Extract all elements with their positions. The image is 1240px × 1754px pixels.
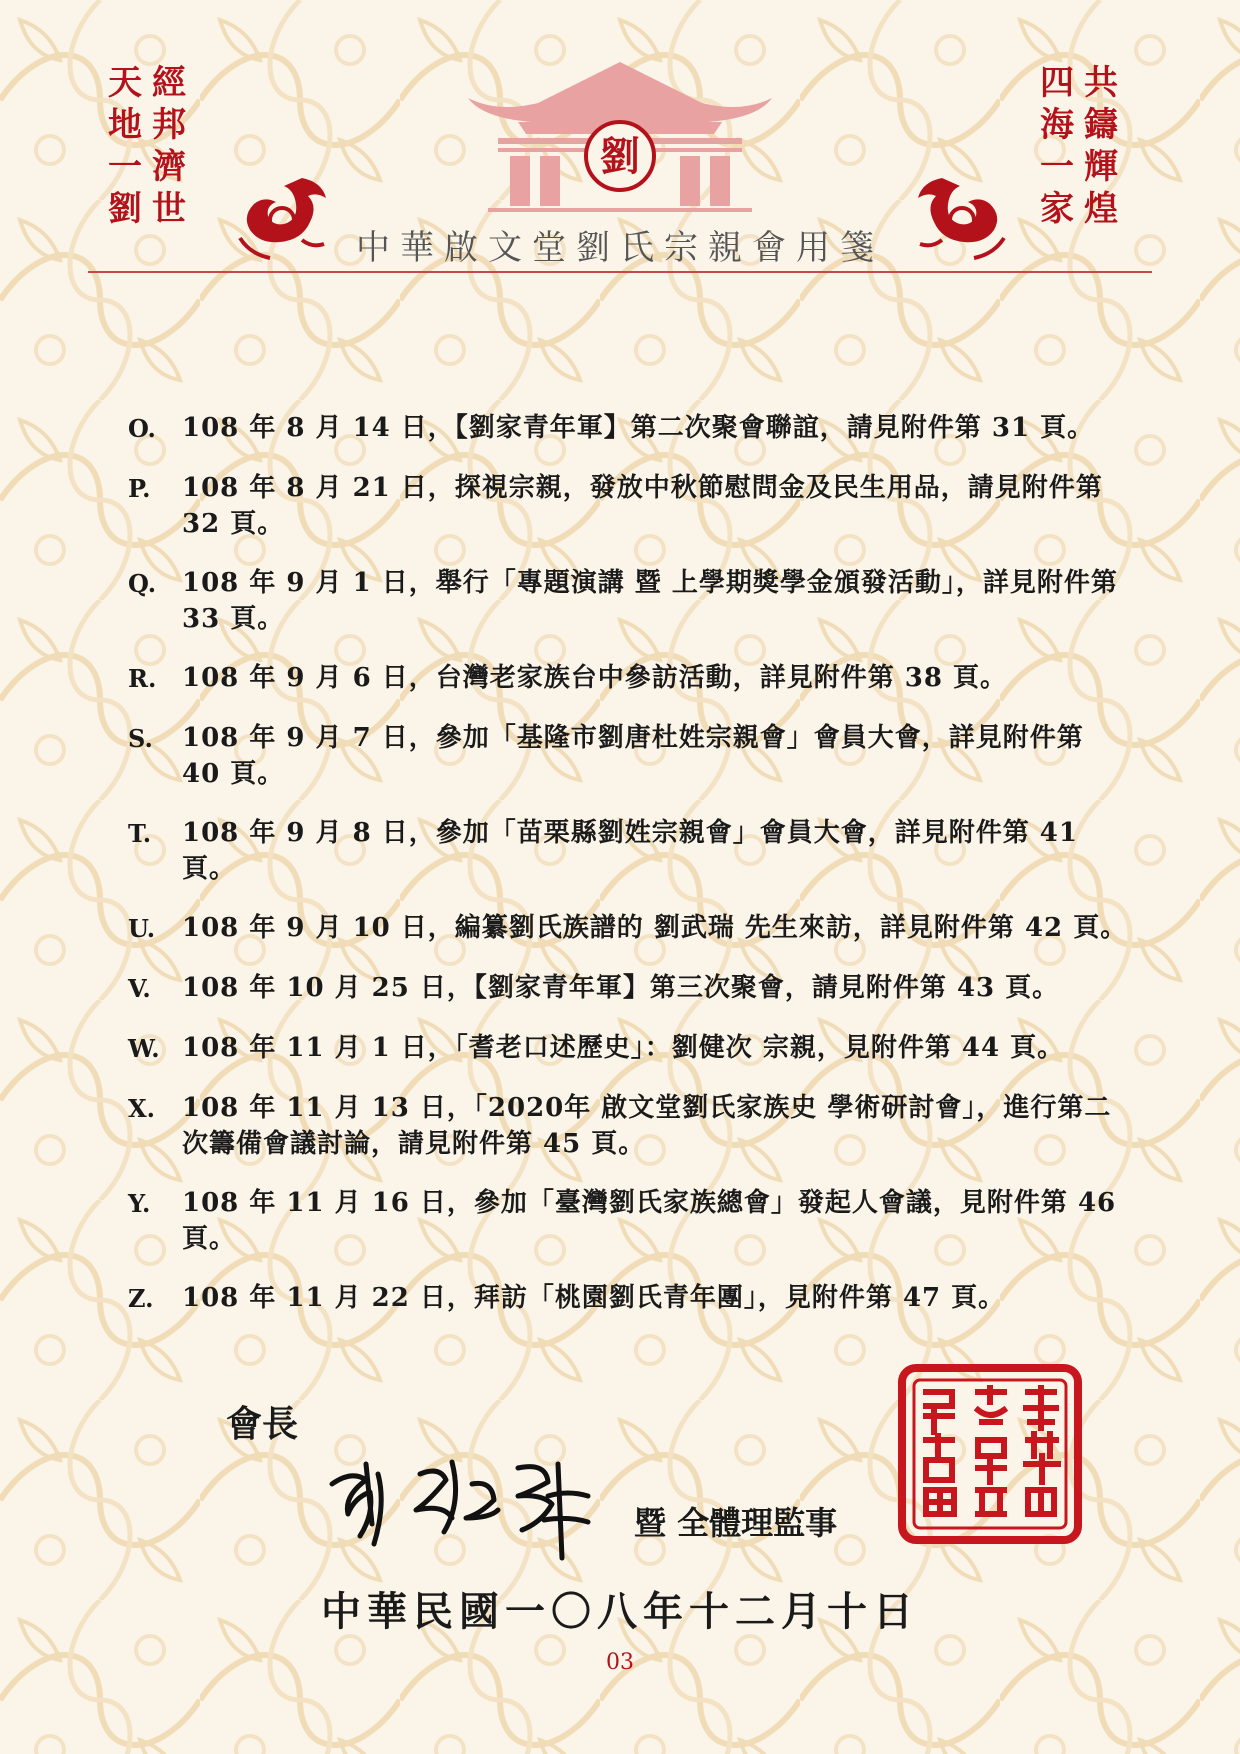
couplet-char: 海 [1040, 105, 1074, 145]
couplet-char: 邦 [152, 105, 186, 145]
item-text: 108 年 9 月 10 日，編纂劉氏族譜的 劉武瑞 先生來訪，詳見附件第 42 頁。 [182, 913, 1128, 943]
item-marker: U. [128, 914, 156, 943]
event-list [128, 410, 1128, 1340]
item-marker: X. [128, 1094, 155, 1123]
item-text: 108 年 11 月 13 日，「2020年 啟文堂劉氏家族史 學術研討會」，進行第二次籌備會議討論，請見附件第 45 頁。 [182, 1093, 1112, 1159]
couplet-char: 家 [1040, 189, 1074, 229]
header-divider [88, 271, 1152, 273]
dragon-left-icon [232, 168, 336, 264]
couplet-char: 劉 [108, 189, 142, 229]
official-seal [898, 1364, 1082, 1544]
list-item [128, 720, 1128, 792]
list-item [128, 910, 1128, 947]
item-text: 108 年 11 月 16 日，參加「臺灣劉氏家族總會」發起人會議，見附件第 46 頁。 [182, 1188, 1117, 1254]
couplet-char: 濟 [152, 147, 186, 187]
item-marker: Z. [128, 1284, 154, 1313]
item-marker: Q. [128, 569, 157, 598]
item-marker: R. [128, 664, 157, 693]
chairman-label: 會長 [226, 1403, 299, 1445]
couplet-left-col-outer [152, 62, 186, 230]
signoff-suffix: 暨 全體理監事 [634, 1504, 838, 1542]
page-number: 03 [606, 1650, 634, 1675]
couplet-left-col-inner [108, 62, 142, 230]
list-item [128, 1280, 1128, 1317]
item-text: 108 年 8 月 14 日，【劉家青年軍】第二次聚會聯誼，請見附件第 31 頁。 [182, 413, 1095, 443]
couplet-char: 鑄 [1084, 105, 1118, 145]
letterhead-title: 中華啟文堂劉氏宗親會用箋 [356, 228, 884, 268]
couplet-char: 世 [152, 189, 186, 229]
item-marker: P. [128, 474, 151, 503]
item-text: 108 年 8 月 21 日，探視宗親，發放中秋節慰問金及民生用品，請見附件第 32 頁。 [182, 473, 1103, 539]
item-text: 108 年 10 月 25 日，【劉家青年軍】第三次聚會，請見附件第 43 頁。 [182, 973, 1060, 1003]
list-item [128, 565, 1128, 637]
couplet-char: 天 [108, 63, 142, 103]
list-item [128, 410, 1128, 447]
item-text: 108 年 9 月 8 日，參加「苗栗縣劉姓宗親會」會員大會，詳見附件第 41 頁。 [182, 818, 1078, 884]
list-item [128, 1030, 1128, 1067]
item-text: 108 年 9 月 7 日，參加「基隆市劉唐杜姓宗親會」會員大會，詳見附件第 40 頁。 [182, 723, 1084, 789]
item-text: 108 年 9 月 1 日，舉行「專題演講 暨 上學期獎學金頒發活動」，詳見附件第 33 頁。 [182, 568, 1118, 634]
item-marker: Y. [128, 1189, 151, 1218]
couplet-char: 經 [152, 63, 186, 103]
list-item [128, 1090, 1128, 1162]
couplet-right-col-inner [1040, 62, 1074, 230]
couplet-char: 一 [108, 147, 142, 187]
couplet-char: 四 [1040, 63, 1074, 103]
list-item [128, 470, 1128, 542]
list-item [128, 970, 1128, 1007]
item-marker: V. [128, 974, 151, 1003]
dragon-right-icon [908, 168, 1012, 264]
couplet-char: 煌 [1084, 189, 1118, 229]
item-marker: S. [128, 724, 153, 753]
item-text: 108 年 11 月 22 日，拜訪「桃園劉氏青年團」，見附件第 47 頁。 [182, 1283, 1006, 1313]
letter-date: 中華民國一〇八年十二月十日 [321, 1588, 919, 1635]
couplet-char: 地 [108, 105, 142, 145]
couplet-char: 共 [1084, 63, 1118, 103]
couplet-right-col-outer [1084, 62, 1118, 230]
item-marker: T. [128, 819, 152, 848]
emblem-character: 劉 [600, 133, 640, 180]
list-item [128, 660, 1128, 697]
couplet-char: 輝 [1084, 147, 1118, 187]
list-item [128, 815, 1128, 887]
couplet-right [1040, 62, 1118, 230]
item-marker: O. [128, 414, 156, 443]
temple-emblem [458, 58, 782, 218]
couplet-left [108, 62, 186, 230]
couplet-char: 一 [1040, 147, 1074, 187]
item-text: 108 年 9 月 6 日，台灣老家族台中參訪活動，詳見附件第 38 頁。 [182, 663, 1007, 693]
item-marker: W. [128, 1034, 160, 1063]
list-item [128, 1185, 1128, 1257]
handwritten-signature [322, 1444, 622, 1564]
item-text: 108 年 11 月 1 日，「耆老口述歷史」：劉健次 宗親，見附件第 44 頁。 [182, 1033, 1065, 1063]
